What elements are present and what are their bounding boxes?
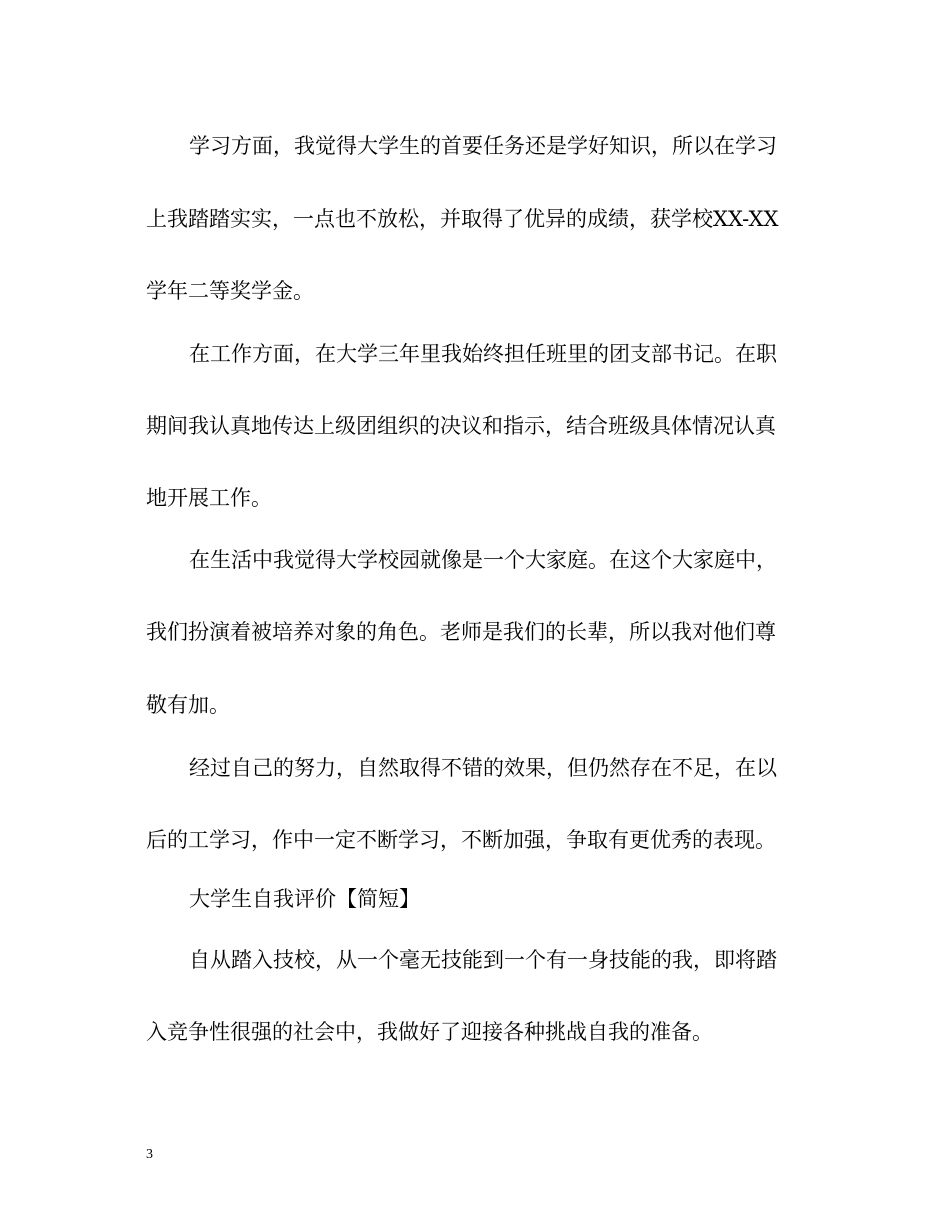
paragraph-4-line-1: 经过自己的努力，自然取得不错的效果，但仍然存在不足，在以: [189, 756, 777, 780]
paragraph-1-line-2: 上我踏踏实实，一点也不放松，并取得了优异的成绩，获学校XX-XX: [146, 207, 779, 231]
paragraph-3-line-2: 我们扮演着被培养对象的角色。老师是我们的长辈，所以我对他们尊: [146, 620, 776, 644]
paragraph-3-line-1: 在生活中我觉得大学校园就像是一个大家庭。在这个大家庭中，: [189, 548, 777, 572]
paragraph-2-line-2: 期间我认真地传达上级团组织的决议和指示，结合班级具体情况认真: [146, 414, 776, 438]
paragraph-6-line-1: 自从踏入技校，从一个毫无技能到一个有一身技能的我，即将踏: [189, 948, 777, 972]
paragraph-6-line-2: 入竞争性很强的社会中，我做好了迎接各种挑战自我的准备。: [146, 1020, 713, 1044]
paragraph-1-line-3: 学年二等奖学金。: [146, 279, 314, 303]
section-heading: 大学生自我评价【简短】: [189, 887, 420, 911]
page-number: 3: [146, 1147, 153, 1162]
paragraph-2-line-1: 在工作方面，在大学三年里我始终担任班里的团支部书记。在职: [189, 342, 777, 366]
paragraph-1-line-1: 学习方面，我觉得大学生的首要任务还是学好知识，所以在学习: [189, 134, 777, 158]
paragraph-3-line-3: 敬有加。: [146, 693, 230, 717]
paragraph-2-line-3: 地开展工作。: [146, 486, 272, 510]
paragraph-4-line-2: 后的工学习，作中一定不断学习，不断加强，争取有更优秀的表现。: [146, 828, 776, 852]
